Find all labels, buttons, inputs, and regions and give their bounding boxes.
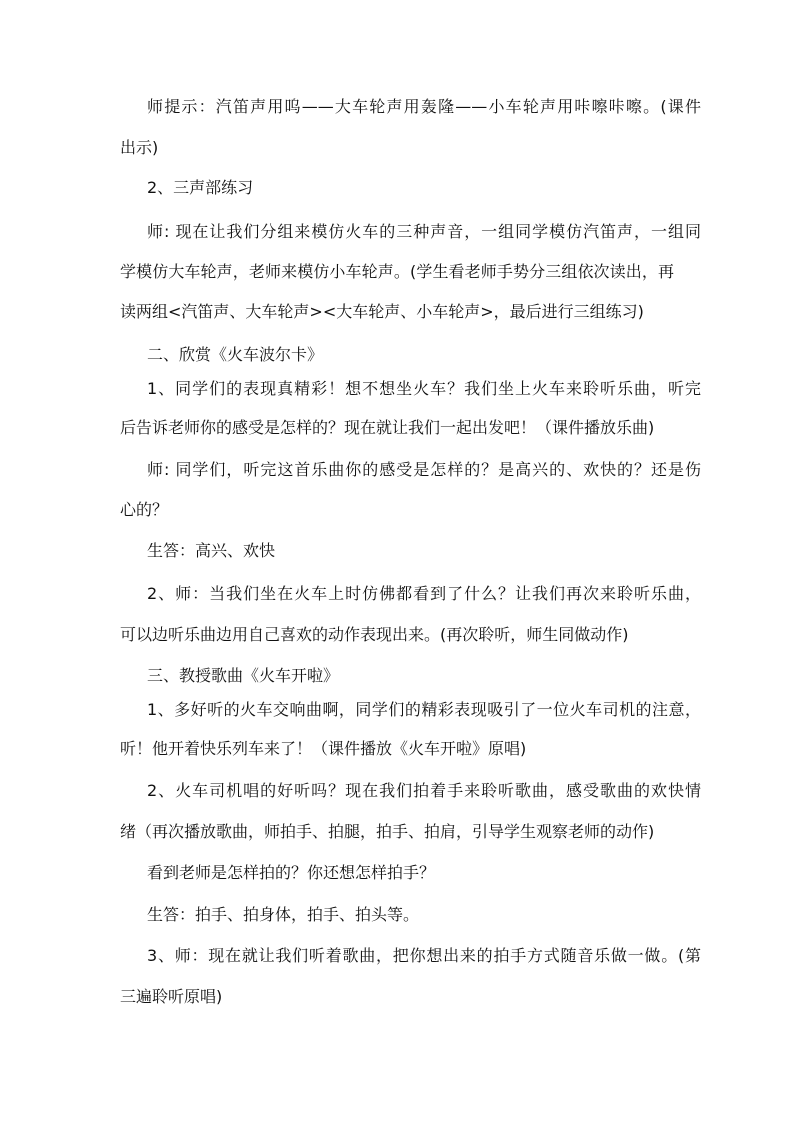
paragraph-line-11: 2、师：当我们坐在火车上时仿佛都看到了什么？让我们再次来聆听乐曲，	[147, 584, 701, 603]
paragraph-line-13: 1、多好听的火车交响曲啊，同学们的精彩表现吸引了一位火车司机的注意，	[147, 700, 701, 719]
section-heading: 三、教授歌曲《火车开啦》	[147, 666, 340, 685]
paragraph-line-4: 学模仿大车轮声，老师来模仿小车轮声。(学生看老师手势分三组依次读出，再	[120, 262, 674, 281]
paragraph-line-19: 3、师：现在就让我们听着歌曲，把你想出来的拍手方式随音乐做一做。(第	[147, 946, 701, 965]
paragraph-line-6: 1、同学们的表现真精彩！想不想坐火车？我们坐上火车来聆听乐曲，听完	[147, 379, 701, 398]
document-page	[120, 0, 701, 1123]
section-heading: 二、欣赏《火车波尔卡》	[147, 345, 324, 364]
paragraph-line-15: 2、火车司机唱的好听吗？现在我们拍着手来聆听歌曲，感受歌曲的欢快情	[147, 781, 701, 800]
paragraph-line-20: 三遍聆听原唱)	[120, 987, 223, 1006]
paragraph-line-1: 师提示：汽笛声用呜——大车轮声用轰隆——小车轮声用咔嚓咔嚓。(课件	[147, 97, 701, 116]
section-heading: 2、三声部练习	[147, 178, 254, 197]
paragraph-line-14: 听！他开着快乐列车来了！（课件播放《火车开啦》原唱)	[120, 739, 527, 758]
paragraph-line-18: 生答：拍手、拍身体，拍手、拍头等。	[147, 905, 420, 924]
paragraph-line-7: 后告诉老师你的感受是怎样的？现在就让我们一起出发吧！（课件播放乐曲)	[120, 418, 655, 437]
paragraph-line-17: 看到老师是怎样拍的？你还想怎样拍手？	[147, 863, 436, 882]
paragraph-line-5: 读两组<汽笛声、大车轮声><大车轮声、小车轮声>，最后进行三组练习)	[120, 302, 644, 321]
paragraph-line-3: 师: 现在让我们分组来模仿火车的三种声音，一组同学模仿汽笛声，一组同	[147, 222, 701, 241]
paragraph-line-10: 生答：高兴、欢快	[147, 541, 276, 560]
paragraph-line-8: 师: 同学们，听完这首乐曲你的感受是怎样的？是高兴的、欢快的？还是伤	[147, 460, 701, 479]
paragraph-line-16: 绪（再次播放歌曲，师拍手、拍腿，拍手、拍肩，引导学生观察老师的动作)	[120, 822, 655, 841]
paragraph-line-9: 心的？	[120, 500, 169, 519]
paragraph-line-12: 可以边听乐曲边用自己喜欢的动作表现出来。(再次聆听，师生同做动作)	[120, 625, 629, 644]
paragraph-line-2: 出示)	[120, 138, 159, 157]
